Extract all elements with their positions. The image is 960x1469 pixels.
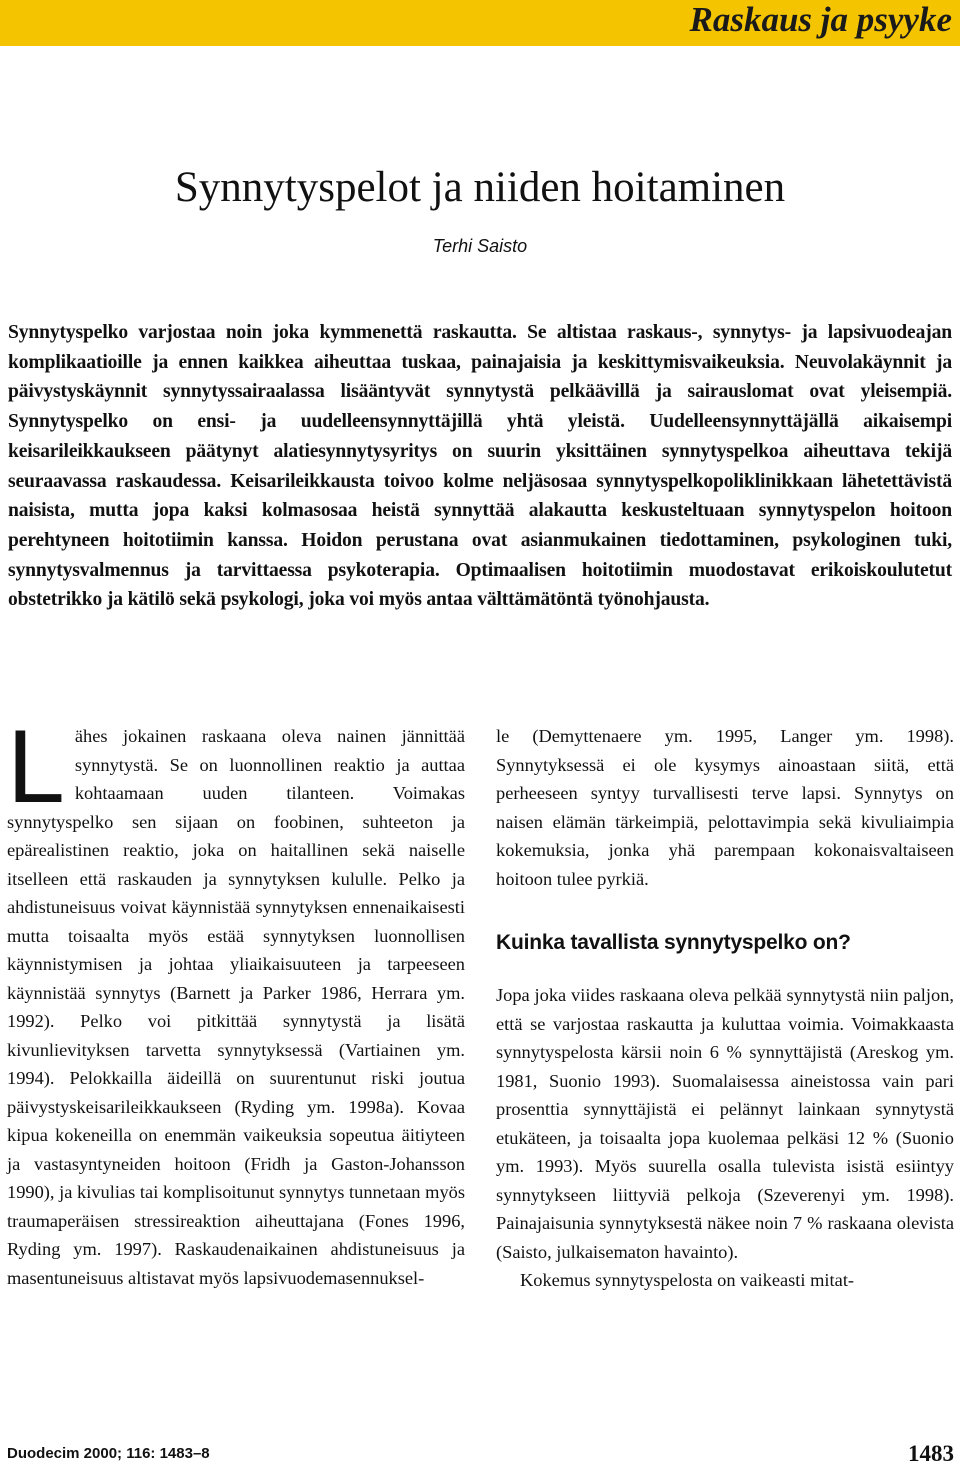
body-paragraph-next: Kokemus synnytyspelosta on vaikeasti mitat- — [520, 1270, 855, 1290]
body-paragraph-prevalence: Jopa joka viides raskaana oleva pelkää synnytystä niin paljon, että se varjostaa raskautta ja kuluttaa voimia. Voimakkaasta synnytyspelosta kärsii noin 6 % synnyttäjistä (Areskog ym. 1981, Suonio 1993). Suomalaisessa aineistossa vain pari prosenttia synnyttäjistä ei pelännyt lainkaan synnytystä etukäteen, ja toisaalta jopa kuolemaa pelkäsi 12 % (Suonio ym. 1993). Myös suurella osalla tulevista isistä esiintyy synnytykseen liittyviä pelkoja (Szeverenyi ym. 1998). Painajaisunia synnytyksestä näkee noin 7 % raskaana olevista (Saisto, julkaisematon havainto). — [496, 985, 954, 1262]
body-paragraph-continued: le (Demyttenaere ym. 1995, Langer ym. 1998). Synnytyksessä ei ole kysymys ainoastaan siitä, että perheeseen syntyy turvallisesti terve lapsi. Synnytys on naisen elämän tärkeimpiä, pelottavimpia sekä kivuliaimpia kokemuksia, jonka yhä parempaan kokonaisvaltaiseen hoitoon tulee pyrkiä. — [496, 726, 954, 889]
body-paragraph-intro: ähes jokainen raskaana oleva nainen jännittää synnytystä. Se on luonnollinen reaktio ja auttaa kohtaamaan uuden tilanteen. Voimakas synnytyspelko sen sijaan on foobinen, suhteeton ja epärealistinen reaktio, joka on haitallinen sekä naiselle itselleen että raskauden ja synnytyksen kululle. Pelko ja ahdistuneisuus voivat käynnistää synnytyksen ennenaikaisesti mutta toisaalta myös estää synnytyksen luonnollisen käynnistymisen ja johtaa yliaikaisuuteen ja tarpeeseen käynnistää synnytys (Barnett ja Parker 1986, Herrara ym. 1992). Pelko voi pitkittää synnytystä ja lisätä kivunlievityksen tarvetta synnytyksessä (Vartiainen ym. 1994). Pelokkailla äideillä on suurentunut riski joutua päivystyskeisarileikkaukseen (Ryding ym. 1998a). Kovaa kipua kokeneilla on enemmän vaikeuksia sopeutua äitiyteen ja vastasyntyneiden hoitoon (Fridh ja Gaston-Johansson 1990), ja kivulias tai komplisoitunut synnytys tunnetaan myös traumaperäisen stressireaktion aiheuttajana (Fones 1996, Ryding ym. 1997). Raskaudenaikainen ahdistuneisuus ja masentuneisuus altistavat myös lapsivuodemasennuksel- — [7, 726, 465, 1288]
body-right-column — [496, 722, 954, 1295]
drop-cap: L — [7, 709, 65, 825]
article-title: Synnytyspelot ja niiden hoitaminen — [174, 164, 786, 211]
article-abstract: Synnytyspelko varjostaa noin joka kymmenettä raskautta. Se altistaa raskaus-, synnytys- ja lapsivuodeajan komplikaatioille ja ennen kaikkea aiheuttaa tuskaa, painajaisia ja keskittymisvaikeuksia. Neuvolakäynnit ja päivystyskäynnit synnytyssairaalassa lisääntyvät synnytystä pelkäävillä ja sairauslomat ovat yleisempiä. Synnytyspelko on ensi- ja uudelleensynnyttäjillä yhtä yleistä. Uudelleensynnyttäjällä aikaisempi keisarileikkaukseen päätynyt alatiesynnytysyritys on suurin yksittäinen synnytyspelkoa aiheuttava tekijä seuraavassa raskaudessa. Keisarileikkausta toivoo kolme neljäsosaa synnytyspelkopoliklinikkaan lähetettävistä naisista, mutta jopa kaksi kolmasosaa heistä synnyttää alakautta keskusteltuaan synnytyspelon hoitoon perehtyneen hoitotiimin kanssa. Hoidon perustana ovat asianmukainen tiedottaminen, psykologinen tuki, synnytysvalmennus ja tarvittaessa psykoterapia. Optimaalisen hoitotiimin muodostavat erikoiskoulutetut obstetrikko ja kätilö sekä psykologi, joka voi myös antaa välttämätöntä työnohjausta. — [8, 322, 952, 611]
journal-section-title: Raskaus ja psyyke — [689, 0, 952, 39]
section-heading: Kuinka tavallista synnytyspelko on? — [496, 931, 851, 954]
page-number: 1483 — [908, 1441, 954, 1466]
article-author: Terhi Saisto — [432, 236, 528, 256]
body-left-column — [7, 709, 465, 1292]
footer-citation: Duodecim 2000; 116: 1483–8 — [7, 1445, 210, 1462]
